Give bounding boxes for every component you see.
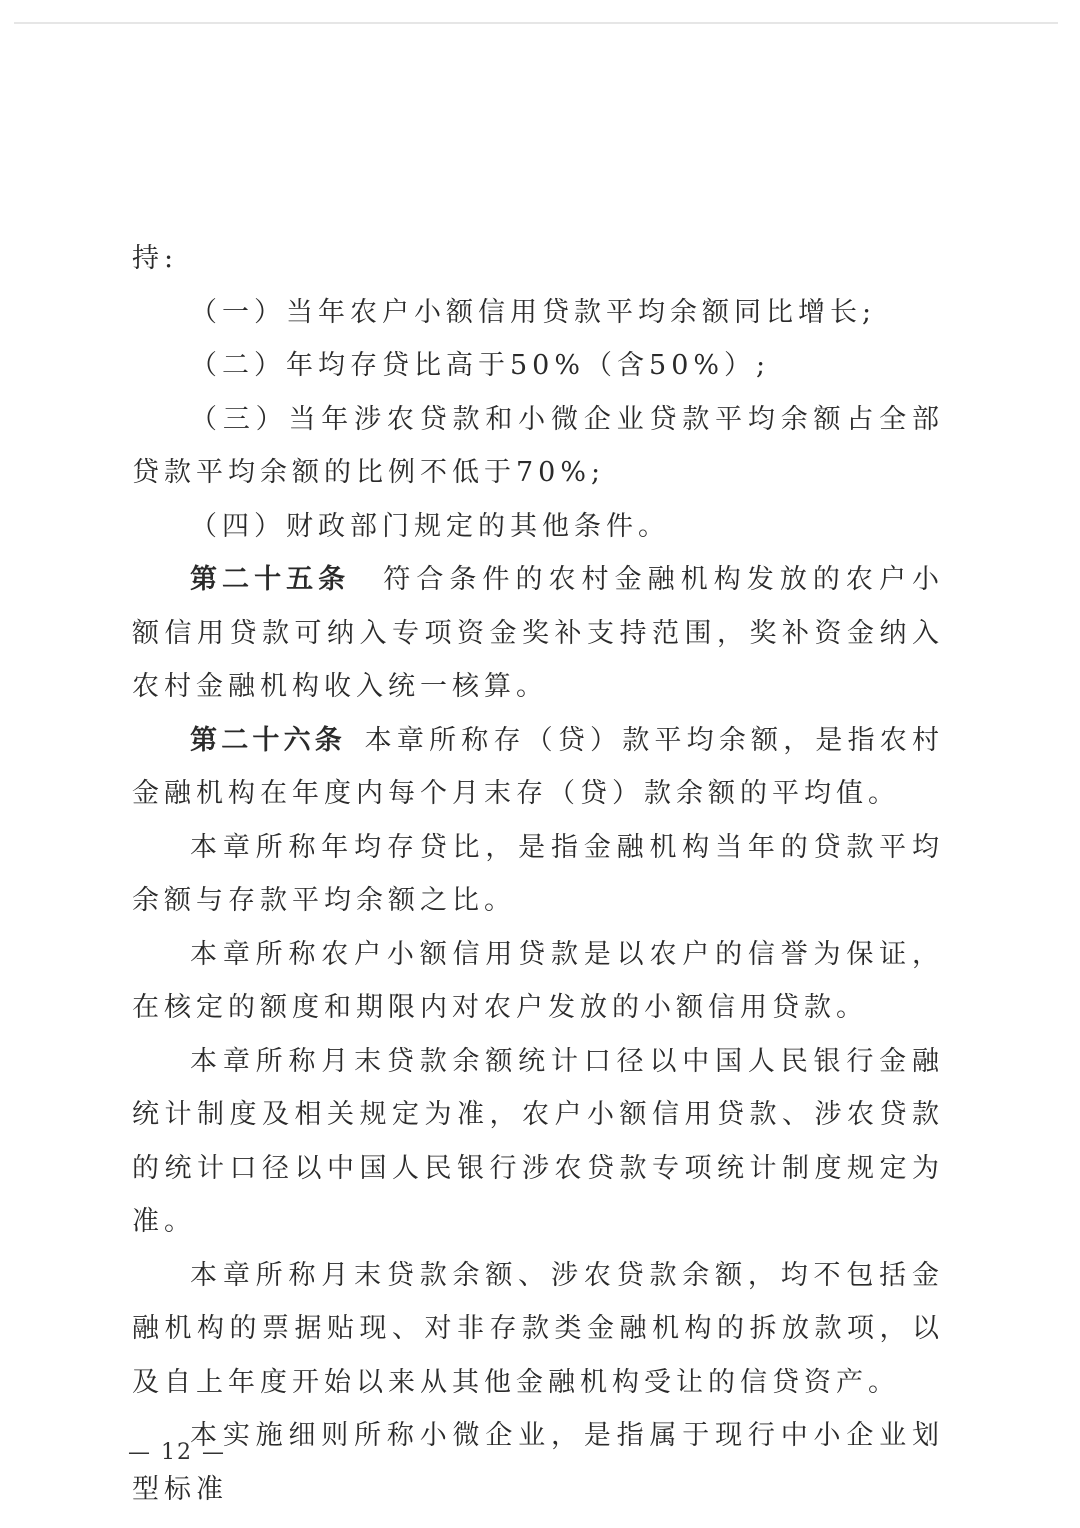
article-26-spacer (346, 725, 365, 756)
article-25 (132, 553, 944, 714)
article-26-heading: 第二十六条 (190, 724, 346, 756)
article-25-heading: 第二十五条 (190, 564, 351, 595)
condition-item-4: （四）财政部门规定的其他条件。 (190, 510, 670, 542)
paragraph-farmer-credit: 本章所称农户小额信用贷款是以农户的信誉为保证，在核定的额度和期限内对农户发放的小额信用贷款。 (132, 938, 944, 1023)
paragraph-small-enterprise: 本实施细则所称小微企业，是指属于现行中小企业划型标准 (132, 1420, 944, 1505)
condition-item-3: （三）当年涉农贷款和小微企业贷款平均余额占全部贷款平均余额的比例不低于70%; (132, 403, 944, 488)
article-26 (132, 714, 944, 821)
lead-text: 持: (132, 243, 179, 274)
condition-item-2: （二）年均存贷比高于50%（含50%）; (190, 350, 771, 381)
page-number: — 12 — (128, 1440, 226, 1465)
top-border-line (14, 22, 1058, 24)
condition-item-1: （一）当年农户小额信用贷款平均余额同比增长; (190, 296, 877, 328)
document-body (132, 232, 944, 1516)
paragraph-statistics-scope: 本章所称月末贷款余额统计口径以中国人民银行金融统计制度及相关规定为准，农户小额信用贷款、涉农贷款的统计口径以中国人民银行涉农贷款专项统计制度规定为准。 (132, 1045, 944, 1237)
article-25-body: 符合条件的农村金融机构发放的农户小额信用贷款可纳入专项资金奖补支持范围，奖补资金纳入农村金融机构收入统一核算。 (132, 564, 945, 702)
paragraph-deposit-ratio: 本章所称年均存贷比，是指金融机构当年的贷款平均余额与存款平均余额之比。 (132, 831, 944, 916)
article-25-spacer (350, 564, 382, 595)
article-26-body: 本章所称存（贷）款平均余额，是指农村金融机构在年度内每个月末存（贷）款余额的平均值。 (132, 724, 945, 809)
paragraph-exclusions: 本章所称月末贷款余额、涉农贷款余额，均不包括金融机构的票据贴现、对非存款类金融机构的拆放款项，以及自上年度开始以来从其他金融机构受让的信贷资产。 (132, 1259, 944, 1398)
